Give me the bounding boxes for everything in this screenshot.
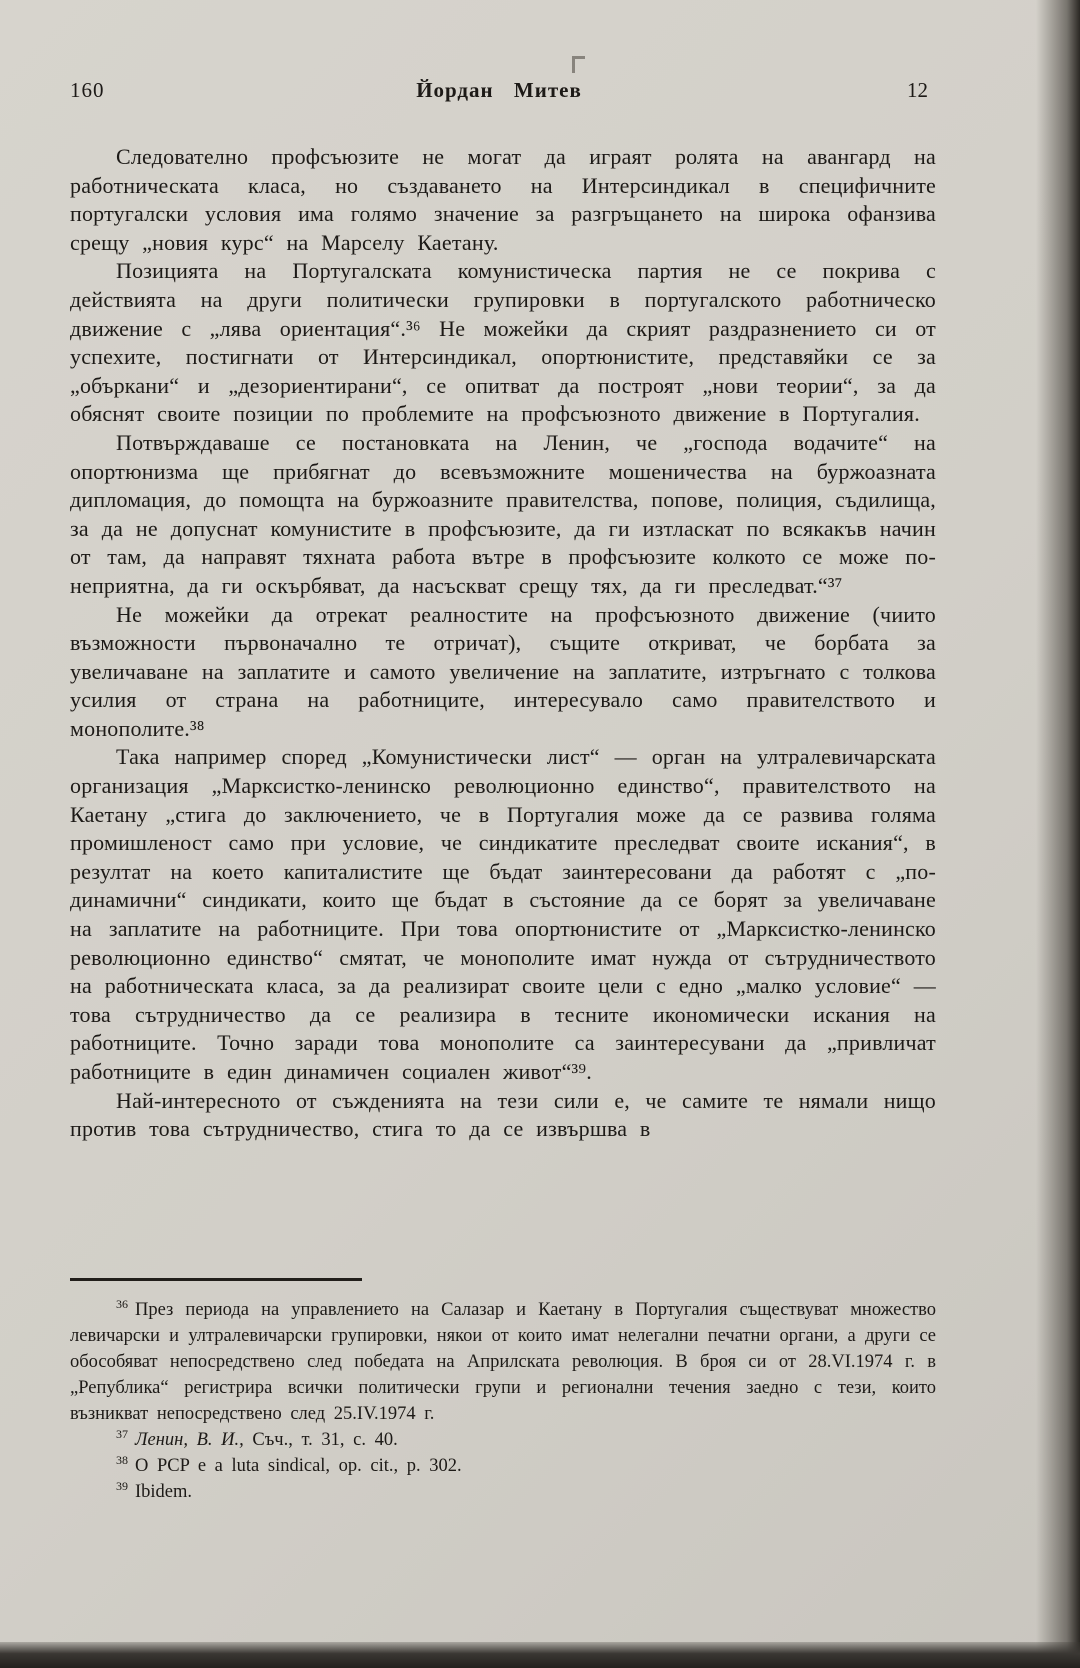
- page-number-right: 12: [907, 78, 928, 102]
- footnote-section: [70, 1278, 936, 1505]
- page-header: [70, 78, 936, 103]
- footnote-marker: 39: [116, 1478, 128, 1493]
- footnote: [70, 1427, 936, 1453]
- footnote-text: През периода на управлението на Салазар и Каетану в Португалия съществуват множество левичарски и ултралевичарски групировки, някои от които имат нелегални печатни органи, а други се обособяват непосредствено след победата на Априлската революция. В броя си от 28.VI.1974 г. в „Република“ регистрира всички политически групи и регионални течения заедно с тези, които възникват непосредствено след 25.IV.1974 г.: [70, 1300, 936, 1424]
- footnote: [70, 1453, 936, 1479]
- body-paragraph: Следователно профсъюзите не могат да играят ролята на авангард на работническата класа, но създаването на Интерсиндикал в специфичните португалски условия има голямо значение за разгръщането на широка офанзива срещу „новия курс“ на Марселу Каетану.: [70, 144, 936, 255]
- footnote: [70, 1479, 936, 1505]
- scan-edge-shadow-bottom: [0, 1642, 1080, 1668]
- footnote-marker: 37: [116, 1426, 128, 1441]
- body-text: [70, 143, 936, 1144]
- footnote-divider: [70, 1278, 362, 1281]
- scan-edge-shadow-right: [1036, 0, 1080, 1668]
- scan-artifact: [572, 56, 585, 73]
- body-paragraph: Не можейки да отрекат реалностите на профсъюзното движение (чиито възможности първоначално те отричат), същите откриват, че борбата за увеличаване на заплатите и самото увеличение на заплатите, изтръгнато с толкова усилия от страна на работниците, интересувало само правителството и монополите.³⁸: [70, 601, 936, 741]
- body-paragraph: Така например според „Комунистически лист“ — орган на ултралевичарската организация „Марксистко-ленинско революционно единство“, правителството на Каетану „стига до заключението, че в Португалия може да се развива голяма промишленост само при условие, че синдикатите преследват своите искания“, в резултат на което капиталистите ще бъдат заинтересовани да работят с „по-динамични“ синдикати, които ще бъдат в състояние да се борят за увеличаване на заплатите на работниците. При това опортюнистите от „Марксистко-ленинско революционно единство“ смятат, че монополите имат нужда от сътрудничеството на работническата класа, за да реализират своите цели с едно „малко условие“ — това сътрудничество да се реализира в тесните икономически искания на работниците. Точно заради това монополите са заинтересувани да „привличат работниците в един динамичен социален живот“³⁹.: [70, 744, 936, 1084]
- footnote: [70, 1297, 936, 1427]
- body-paragraph: Най-интересното от съжденията на тези сили е, че самите те нямали нищо против това сътрудничество, стига то да се извършва в: [70, 1087, 936, 1142]
- footnote-text: Ibidem.: [135, 1482, 193, 1502]
- footnote-italic: Ленин, В. И.,: [135, 1430, 244, 1450]
- footnote-marker: 36: [116, 1296, 128, 1311]
- page-content: [70, 78, 936, 1144]
- running-title-author: Йордан Митев: [416, 78, 582, 102]
- page-number-left: 160: [70, 78, 105, 102]
- footnote-marker: 38: [116, 1452, 128, 1467]
- footnote-text: O PCP e a luta sindical, op. cit., p. 302.: [135, 1456, 462, 1476]
- body-paragraph: Позицията на Португалската комунистическа партия не се покрива с действията на други политически групировки в португалското работническо движение с „лява ориентация“.³⁶ Не можейки да скрият раздразнението си от успехите, постигнати от Интерсиндикал, опортюнистите, представяйки се за „объркани“ и „дезориентирани“, се опитват да построят „нови теории“, за да обяснят своите позиции по проблемите на профсъюзното движение в Португалия.: [70, 258, 936, 427]
- body-paragraph: Потвърждаваше се постановката на Ленин, че „господа водачите“ на опортюнизма ще прибягнат до всевъзможните мошеничества на буржоазната дипломация, до помощта на буржоазните правителства, попове, полиция, съдилища, за да не допуснат комунистите в профсъюзите, да ги изтласкат по всякакъв начин от там, да направят тяхната работа вътре в профсъюзите колкото се може по-неприятна, да ги оскърбяват, да насъскват срещу тях, да ги преследват.“³⁷: [70, 429, 936, 598]
- footnote-text: Съч., т. 31, с. 40.: [243, 1430, 398, 1450]
